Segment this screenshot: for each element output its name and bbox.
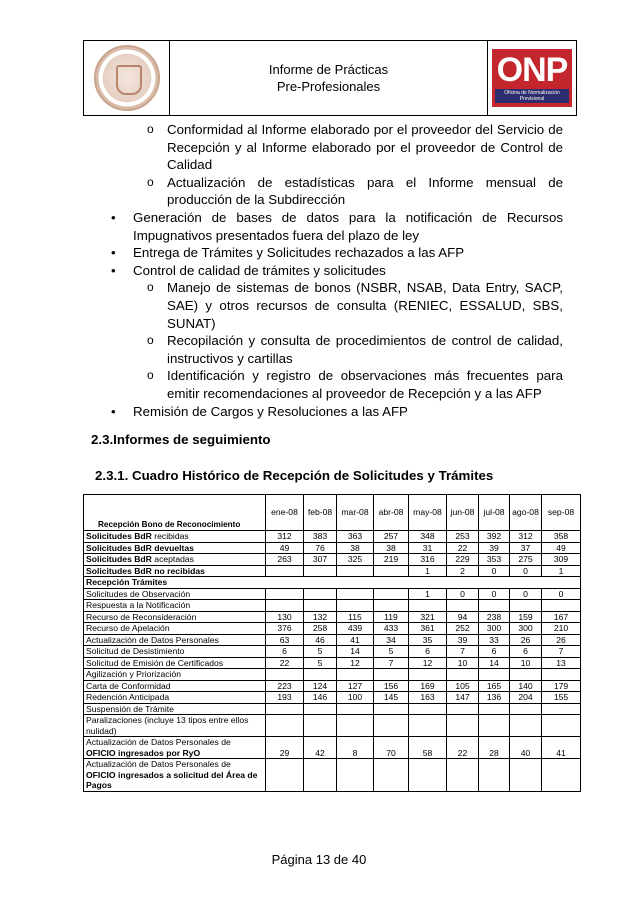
table-row xyxy=(84,703,581,715)
table-cell: 0 xyxy=(542,588,581,600)
month-header: jun-08 xyxy=(447,495,479,531)
table-cell: 124 xyxy=(304,680,337,692)
table-cell: 119 xyxy=(374,611,409,623)
row-label-text: Solicitudes de Observación xyxy=(86,588,191,599)
table-row xyxy=(84,737,581,759)
table-cell: 146 xyxy=(304,692,337,704)
table-cell: 38 xyxy=(337,542,374,554)
table-cell: 136 xyxy=(479,692,510,704)
table-cell xyxy=(266,759,304,792)
table-cell xyxy=(337,600,374,612)
table-cell: 145 xyxy=(374,692,409,704)
table-cell: 140 xyxy=(510,680,542,692)
table-cell: 361 xyxy=(409,623,447,635)
table-cell xyxy=(266,669,304,681)
table-corner-label: Recepción Bono de Reconocimiento xyxy=(84,495,266,531)
table-cell: 5 xyxy=(374,646,409,658)
table-row xyxy=(84,657,581,669)
row-label xyxy=(84,759,266,792)
table-cell xyxy=(447,703,479,715)
table-cell: 14 xyxy=(337,646,374,658)
table-cell: 41 xyxy=(542,737,581,759)
header-title xyxy=(170,41,488,115)
table-cell xyxy=(409,703,447,715)
table-row xyxy=(84,577,581,589)
row-label-bold: Solicitudes BdR devueltas xyxy=(86,542,194,553)
page-header xyxy=(83,40,577,116)
row-label-bold: Recepción Trámites xyxy=(86,577,168,587)
table-cell xyxy=(510,669,542,681)
table-cell: 38 xyxy=(374,542,409,554)
table-cell xyxy=(266,703,304,715)
row-label xyxy=(84,600,266,612)
row-label-bold: Solicitudes BdR xyxy=(86,554,152,564)
activity-list xyxy=(91,121,563,420)
list-item-text: Remisión de Cargos y Resoluciones a las AFP xyxy=(133,403,408,419)
month-header: jul-08 xyxy=(479,495,510,531)
row-label-text: Actualización de Datos Personales de xyxy=(86,759,231,769)
table-cell: 49 xyxy=(542,542,581,554)
table-row xyxy=(84,531,581,543)
row-label xyxy=(84,703,266,715)
table-cell: 12 xyxy=(337,657,374,669)
table-cell: 14 xyxy=(479,657,510,669)
table-cell xyxy=(447,759,479,792)
bullet-icon: • xyxy=(111,245,116,261)
row-label xyxy=(84,680,266,692)
table-cell xyxy=(542,715,581,737)
table-cell xyxy=(337,669,374,681)
table-cell: 147 xyxy=(447,692,479,704)
table-cell: 5 xyxy=(304,657,337,669)
table-cell: 300 xyxy=(510,623,542,635)
month-header: abr-08 xyxy=(374,495,409,531)
table-cell xyxy=(266,565,304,577)
table-cell: 40 xyxy=(510,737,542,759)
table-cell: 39 xyxy=(479,542,510,554)
sub-bullet-item xyxy=(91,174,563,209)
page-number: Página 13 de 40 xyxy=(271,852,367,867)
list-item-text: Recopilación y consulta de procedimientos de control de calidad, instructivos y cartillas xyxy=(167,333,563,366)
table-cell: 10 xyxy=(510,657,542,669)
table-cell xyxy=(304,703,337,715)
table-cell: 6 xyxy=(409,646,447,658)
table-cell: 325 xyxy=(337,554,374,566)
table-cell: 263 xyxy=(266,554,304,566)
table-cell: 94 xyxy=(447,611,479,623)
header-title-line2: Pre-Profesionales xyxy=(276,79,381,94)
row-label-text: Carta de Conformidad xyxy=(86,680,171,691)
table-cell: 307 xyxy=(304,554,337,566)
table-cell: 0 xyxy=(447,588,479,600)
table-cell xyxy=(304,759,337,792)
table-cell xyxy=(374,759,409,792)
university-seal-logo xyxy=(94,45,160,111)
circle-bullet-icon: o xyxy=(147,122,154,136)
table-cell: 26 xyxy=(510,634,542,646)
row-label xyxy=(84,611,266,623)
month-header: ago-08 xyxy=(510,495,542,531)
table-cell: 34 xyxy=(374,634,409,646)
table-cell: 312 xyxy=(510,531,542,543)
table-cell: 100 xyxy=(337,692,374,704)
table-cell: 0 xyxy=(510,588,542,600)
month-header: sep-08 xyxy=(542,495,581,531)
table-cell: 223 xyxy=(266,680,304,692)
table-cell xyxy=(409,715,447,737)
list-item-text: Entrega de Trámites y Solicitudes rechazados a las AFP xyxy=(133,245,465,261)
table-cell: 358 xyxy=(542,531,581,543)
table-cell: 316 xyxy=(409,554,447,566)
table-cell: 7 xyxy=(447,646,479,658)
table-cell: 0 xyxy=(479,565,510,577)
table-cell: 8 xyxy=(337,737,374,759)
row-label-text: recibidas xyxy=(151,531,189,541)
row-label xyxy=(84,646,266,658)
table-cell: 10 xyxy=(447,657,479,669)
row-label xyxy=(84,577,581,589)
table-cell: 1 xyxy=(542,565,581,577)
bullet-item xyxy=(91,262,563,280)
table-cell xyxy=(447,600,479,612)
row-label-text: Agilización y Priorización xyxy=(86,669,182,679)
table-cell xyxy=(510,703,542,715)
table-cell xyxy=(337,565,374,577)
row-label-bold: OFICIO ingresados por RyO xyxy=(86,747,201,758)
circle-bullet-icon: o xyxy=(147,174,154,189)
table-cell: 156 xyxy=(374,680,409,692)
table-row xyxy=(84,554,581,566)
onp-logo-cell xyxy=(488,41,576,115)
table-cell: 35 xyxy=(409,634,447,646)
circle-bullet-icon: o xyxy=(147,368,154,383)
table-cell: 115 xyxy=(337,611,374,623)
row-label-text: Solicitud de Emisión de Certificados xyxy=(86,657,224,668)
table-cell: 29 xyxy=(266,737,304,759)
month-header: feb-08 xyxy=(304,495,337,531)
table-cell: 70 xyxy=(374,737,409,759)
seal-shield-icon xyxy=(116,65,142,95)
row-label-bold: OFICIO ingresados a solicitud del Área de Pagos xyxy=(86,769,258,790)
table-cell: 258 xyxy=(304,623,337,635)
table-cell: 2 xyxy=(447,565,479,577)
table-cell xyxy=(510,759,542,792)
sub-bullet-item xyxy=(91,279,563,332)
row-label xyxy=(84,531,266,543)
table-cell xyxy=(374,565,409,577)
table-cell: 257 xyxy=(374,531,409,543)
table-cell: 229 xyxy=(447,554,479,566)
table-cell: 127 xyxy=(337,680,374,692)
header-title-line1: Informe de Prácticas xyxy=(268,62,389,77)
table-cell: 132 xyxy=(304,611,337,623)
table-cell: 130 xyxy=(266,611,304,623)
row-label xyxy=(84,669,266,681)
table-cell xyxy=(304,588,337,600)
bullet-item xyxy=(91,209,563,244)
table-body xyxy=(84,531,581,792)
row-label-text: Recurso de Apelación xyxy=(86,623,170,633)
row-label-bold: Solicitudes BdR xyxy=(86,531,152,541)
table-cell: 0 xyxy=(510,565,542,577)
table-cell xyxy=(266,600,304,612)
table-cell: 238 xyxy=(479,611,510,623)
table-cell: 252 xyxy=(447,623,479,635)
sub-bullet-item xyxy=(91,332,563,367)
table-cell: 26 xyxy=(542,634,581,646)
table-cell xyxy=(337,759,374,792)
row-label-text: aceptadas xyxy=(151,554,194,564)
table-cell xyxy=(374,600,409,612)
subsection-heading: 2.3.1. Cuadro Histórico de Recepción de Solicitudes y Trámites xyxy=(95,468,494,483)
table-row xyxy=(84,634,581,646)
table-cell xyxy=(337,715,374,737)
table-cell xyxy=(409,669,447,681)
row-label-text: Recurso de Reconsideración xyxy=(86,611,197,622)
table-cell xyxy=(510,715,542,737)
row-label xyxy=(84,554,266,566)
table-cell: 363 xyxy=(337,531,374,543)
table-row xyxy=(84,611,581,623)
table-cell xyxy=(409,600,447,612)
table-cell: 1 xyxy=(409,565,447,577)
table-cell xyxy=(304,715,337,737)
reception-history-table xyxy=(83,494,581,792)
table-cell: 321 xyxy=(409,611,447,623)
table-row xyxy=(84,623,581,635)
table-cell xyxy=(304,600,337,612)
table-cell: 6 xyxy=(479,646,510,658)
table-cell: 41 xyxy=(337,634,374,646)
table-cell xyxy=(479,715,510,737)
row-label xyxy=(84,737,266,759)
table-cell: 0 xyxy=(479,588,510,600)
table-cell: 42 xyxy=(304,737,337,759)
bullet-item xyxy=(91,403,563,421)
table-row xyxy=(84,680,581,692)
bullet-icon: • xyxy=(111,262,116,278)
table-cell: 210 xyxy=(542,623,581,635)
row-label xyxy=(84,657,266,669)
table-cell: 155 xyxy=(542,692,581,704)
table-cell: 33 xyxy=(479,634,510,646)
table-cell xyxy=(479,600,510,612)
table-cell xyxy=(479,669,510,681)
list-item-text: Identificación y registro de observaciones más frecuentes para emitir recomendaciones al proveedor de Recepción y a las AFP xyxy=(167,368,563,401)
month-header: ene-08 xyxy=(266,495,304,531)
table-cell: 22 xyxy=(447,542,479,554)
table-cell: 31 xyxy=(409,542,447,554)
list-item-text: Control de calidad de trámites y solicitudes xyxy=(133,262,386,278)
table-cell: 58 xyxy=(409,737,447,759)
table-cell: 165 xyxy=(479,680,510,692)
table-cell: 300 xyxy=(479,623,510,635)
table-cell xyxy=(374,669,409,681)
row-label xyxy=(84,588,266,600)
table-cell xyxy=(479,759,510,792)
table-cell: 353 xyxy=(479,554,510,566)
table-cell: 383 xyxy=(304,531,337,543)
table-row xyxy=(84,646,581,658)
table-cell: 433 xyxy=(374,623,409,635)
table-cell: 5 xyxy=(304,646,337,658)
bullet-icon: • xyxy=(111,209,116,225)
row-label xyxy=(84,542,266,554)
bullet-item xyxy=(91,244,563,262)
table-cell: 376 xyxy=(266,623,304,635)
table-cell xyxy=(304,669,337,681)
table-cell xyxy=(542,759,581,792)
table-row xyxy=(84,692,581,704)
table-cell: 7 xyxy=(374,657,409,669)
table-cell: 7 xyxy=(542,646,581,658)
table-cell: 193 xyxy=(266,692,304,704)
row-label-text: Solicitud de Desistimiento xyxy=(86,646,185,656)
table-cell: 39 xyxy=(447,634,479,646)
month-header: may-08 xyxy=(409,495,447,531)
sub-bullet-item xyxy=(91,367,563,402)
table-cell: 22 xyxy=(447,737,479,759)
table-cell: 312 xyxy=(266,531,304,543)
table-cell: 392 xyxy=(479,531,510,543)
row-label-text: Actualización de Datos Personales de xyxy=(86,737,231,747)
row-label xyxy=(84,692,266,704)
row-label-text: Respuesta a la Notificación xyxy=(86,600,191,610)
table-row xyxy=(84,565,581,577)
circle-bullet-icon: o xyxy=(147,280,154,295)
table-cell: 219 xyxy=(374,554,409,566)
onp-logo-letters: ONP xyxy=(496,51,568,89)
list-item-text: Manejo de sistemas de bonos (NSBR, NSAB, Data Entry, SACP, SAE) y otros recursos de consulta (RENIEC, ESSALUD, SBS, SUNAT) xyxy=(167,280,563,331)
table-cell: 163 xyxy=(409,692,447,704)
table-cell xyxy=(337,588,374,600)
table-cell: 169 xyxy=(409,680,447,692)
table-cell xyxy=(374,588,409,600)
table-cell xyxy=(266,715,304,737)
row-label xyxy=(84,634,266,646)
table-cell: 167 xyxy=(542,611,581,623)
table-cell xyxy=(409,759,447,792)
list-item-text: Generación de bases de datos para la notificación de Recursos Impugnativos presentados fuera del plazo de ley xyxy=(133,209,563,243)
table-cell: 46 xyxy=(304,634,337,646)
table-cell xyxy=(374,715,409,737)
table-row xyxy=(84,669,581,681)
table-row xyxy=(84,542,581,554)
table-cell: 37 xyxy=(510,542,542,554)
table-cell: 6 xyxy=(510,646,542,658)
table-cell: 179 xyxy=(542,680,581,692)
table-cell: 6 xyxy=(266,646,304,658)
table-cell xyxy=(266,588,304,600)
row-label xyxy=(84,565,266,577)
table-cell: 28 xyxy=(479,737,510,759)
table-cell: 439 xyxy=(337,623,374,635)
table-cell xyxy=(304,565,337,577)
table-cell: 76 xyxy=(304,542,337,554)
table-cell: 204 xyxy=(510,692,542,704)
row-label xyxy=(84,715,266,737)
table-cell: 159 xyxy=(510,611,542,623)
table-cell: 63 xyxy=(266,634,304,646)
table-cell xyxy=(542,669,581,681)
table-cell: 13 xyxy=(542,657,581,669)
onp-logo xyxy=(492,49,572,107)
section-heading: 2.3.Informes de seguimiento xyxy=(91,432,271,447)
table-row xyxy=(84,588,581,600)
list-item-text: Actualización de estadísticas para el Informe mensual de producción de la Subdirección xyxy=(167,174,563,208)
table-cell: 105 xyxy=(447,680,479,692)
table-cell xyxy=(542,600,581,612)
university-seal-cell xyxy=(84,41,170,115)
table-cell xyxy=(374,703,409,715)
row-label-text: Redención Anticipada xyxy=(86,692,170,702)
bullet-icon: • xyxy=(111,403,116,419)
row-label xyxy=(84,623,266,635)
row-label-bold: Solicitudes BdR no recibidas xyxy=(86,565,205,576)
table-row xyxy=(84,759,581,792)
onp-logo-subtitle: Oficina de Normalización Previsional xyxy=(495,89,569,103)
list-item-text: Conformidad al Informe elaborado por el proveedor del Servicio de Recepción y al Informe elaborado por el proveedor de Control de Calidad xyxy=(167,122,563,173)
month-header: mar-08 xyxy=(337,495,374,531)
table-cell xyxy=(542,703,581,715)
table-cell: 22 xyxy=(266,657,304,669)
row-label-text: Suspensión de Trámite xyxy=(86,703,174,714)
circle-bullet-icon: o xyxy=(147,333,154,348)
table-cell: 253 xyxy=(447,531,479,543)
table-row xyxy=(84,715,581,737)
table-cell xyxy=(447,715,479,737)
table-cell: 275 xyxy=(510,554,542,566)
row-label-text: Paralizaciones (incluye 13 tipos entre ellos nulidad) xyxy=(86,715,249,736)
table-cell: 348 xyxy=(409,531,447,543)
table-cell xyxy=(510,600,542,612)
table-header-row xyxy=(84,495,581,531)
table-cell xyxy=(447,669,479,681)
table-cell xyxy=(337,703,374,715)
table-cell: 309 xyxy=(542,554,581,566)
table-cell: 12 xyxy=(409,657,447,669)
table-row xyxy=(84,600,581,612)
table-cell: 49 xyxy=(266,542,304,554)
table-cell: 1 xyxy=(409,588,447,600)
row-label-text: Actualización de Datos Personales xyxy=(86,634,219,645)
table-cell xyxy=(479,703,510,715)
sub-bullet-item xyxy=(91,121,563,174)
